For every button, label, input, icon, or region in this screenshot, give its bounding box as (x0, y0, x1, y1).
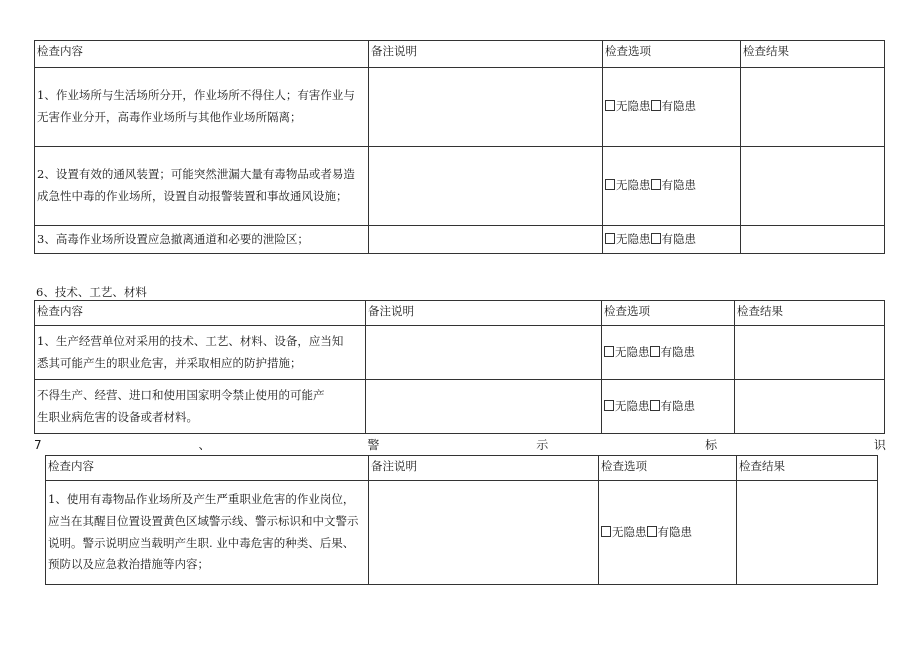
table-row (35, 147, 885, 226)
content-cell (46, 481, 369, 585)
content-cell (35, 226, 369, 254)
content-line: 预防以及应急救治措施等内容； (48, 557, 209, 572)
content-line: 应当在其醒目位置设置黄色区域警示线、警示标识和中文警示 (48, 513, 359, 528)
content-line: 生职业病危害的设备或者材料。 (37, 409, 198, 424)
header-result: 检查结果 (735, 301, 885, 326)
no-hazard-label: 无隐患 (616, 178, 651, 193)
content-cell (35, 380, 366, 434)
checkbox-no-hazard[interactable] (601, 526, 611, 537)
title-char: 7 (34, 438, 42, 452)
content-line: 1、生产经营单位对采用的技术、工艺、材料、设备，应当知 (37, 333, 344, 348)
content-line: 说明。警示说明应当载明产生职. 业中毒危害的种类、后果、 (48, 535, 355, 550)
option-cell (602, 380, 735, 434)
header-result: 检查结果 (737, 456, 878, 481)
result-cell[interactable] (741, 68, 885, 147)
checkbox-no-hazard[interactable] (605, 179, 615, 190)
checkbox-no-hazard[interactable] (604, 400, 614, 411)
checkbox-has-hazard[interactable] (647, 526, 657, 537)
result-cell[interactable] (741, 226, 885, 254)
option-cell (599, 481, 737, 585)
option-cell (602, 326, 735, 380)
has-hazard-label: 有隐患 (661, 231, 696, 246)
section-6-title: 6、技术、工艺、材料 (36, 285, 147, 299)
remark-cell[interactable] (366, 380, 602, 434)
checkbox-has-hazard[interactable] (651, 179, 661, 190)
content-line: 2、设置有效的通风装置；可能突然泄漏大量有毒物品或者易造 (37, 167, 355, 182)
content-line: 无害作业分开，高毒作业场所与其他作业场所隔离； (37, 110, 302, 124)
header-option: 检查选项 (603, 41, 741, 68)
title-char: 示 (536, 438, 549, 452)
content-cell (35, 147, 369, 226)
has-hazard-label: 有隐患 (661, 99, 696, 114)
header-content: 检查内容 (46, 456, 369, 481)
result-cell[interactable] (741, 147, 885, 226)
checkbox-has-hazard[interactable] (651, 100, 661, 111)
no-hazard-label: 无隐患 (615, 398, 650, 413)
no-hazard-label: 无隐患 (616, 231, 651, 246)
content-cell (35, 68, 369, 147)
has-hazard-label: 有隐患 (660, 398, 695, 413)
table-row (35, 380, 885, 434)
title-char: 警 (367, 438, 380, 452)
has-hazard-label: 有隐患 (657, 524, 692, 539)
content-line: 成急性中毒的作业场所，设置自动报警装置和事故通风设施； (37, 189, 348, 203)
title-char: 、 (198, 438, 211, 452)
content-line: 1、使用有毒物品作业场所及产生严重职业危害的作业岗位， (48, 491, 355, 506)
header-content: 检查内容 (35, 301, 366, 326)
remark-cell[interactable] (369, 481, 599, 585)
content-cell (35, 326, 366, 380)
table-row (46, 481, 878, 585)
remark-cell[interactable] (369, 226, 603, 254)
header-remark: 备注说明 (369, 41, 603, 68)
checkbox-has-hazard[interactable] (650, 400, 660, 411)
checkbox-no-hazard[interactable] (605, 100, 615, 111)
content-line: 悉其可能产生的职业危害，并采取相应的防护措施； (37, 355, 302, 370)
content-line: 3、高毒作业场所设置应急撤离通道和必要的泄险区； (37, 231, 309, 246)
checkbox-no-hazard[interactable] (605, 233, 615, 244)
section-7-title (34, 438, 886, 452)
checkbox-has-hazard[interactable] (650, 346, 660, 357)
has-hazard-label: 有隐患 (661, 178, 696, 193)
header-option: 检查选项 (599, 456, 737, 481)
table-row (35, 68, 885, 147)
header-result: 检查结果 (741, 41, 885, 68)
table-row (35, 226, 885, 254)
header-remark: 备注说明 (366, 301, 602, 326)
result-cell[interactable] (737, 481, 878, 585)
remark-cell[interactable] (369, 68, 603, 147)
has-hazard-label: 有隐患 (660, 344, 695, 359)
checkbox-has-hazard[interactable] (651, 233, 661, 244)
remark-cell[interactable] (369, 147, 603, 226)
option-cell (603, 68, 741, 147)
checklist-table-6 (34, 300, 885, 434)
content-line: 1、作业场所与生活场所分开，作业场所不得住人；有害作业与 (37, 88, 355, 103)
no-hazard-label: 无隐患 (616, 99, 651, 114)
title-char: 识 (873, 438, 886, 452)
result-cell[interactable] (735, 326, 885, 380)
no-hazard-label: 无隐患 (615, 344, 650, 359)
table-row (35, 326, 885, 380)
header-remark: 备注说明 (369, 456, 599, 481)
option-cell (603, 226, 741, 254)
content-line: 不得生产、经营、进口和使用国家明令禁止使用的可能产 (37, 387, 325, 402)
header-option: 检查选项 (602, 301, 735, 326)
option-cell (603, 147, 741, 226)
checklist-table-7 (45, 455, 878, 585)
title-char: 标 (705, 438, 718, 452)
remark-cell[interactable] (366, 326, 602, 380)
no-hazard-label: 无隐患 (612, 524, 647, 539)
header-content: 检查内容 (35, 41, 369, 68)
checklist-table-1 (34, 40, 885, 254)
result-cell[interactable] (735, 380, 885, 434)
checkbox-no-hazard[interactable] (604, 346, 614, 357)
